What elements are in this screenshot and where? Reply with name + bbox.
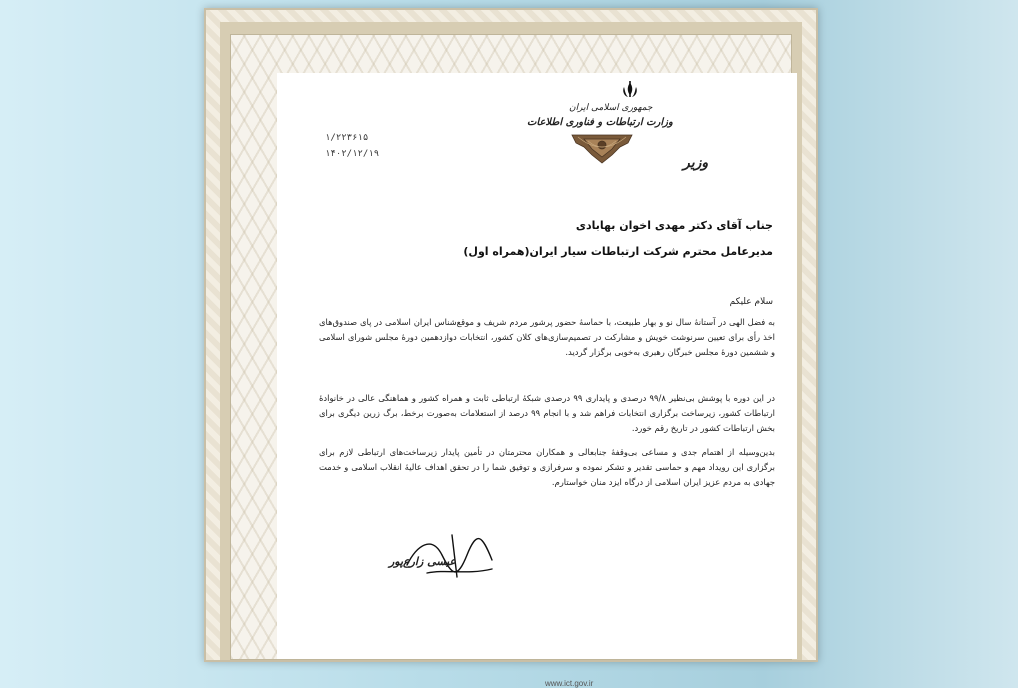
- signature-name: عیسی زارع‌پور: [389, 555, 456, 568]
- letter-date: ۱۴۰۲/۱۲/۱۹: [325, 149, 380, 159]
- ministry-line: وزارت ارتباطات و فناوری اطلاعات: [527, 117, 673, 128]
- letter-title: وزیر: [683, 155, 709, 171]
- certificate-frame: [204, 8, 818, 688]
- decorative-paper: [230, 34, 792, 688]
- country-line: جمهوری اسلامی ایران: [569, 103, 653, 113]
- letter-sheet: [277, 73, 797, 688]
- footer-website: www.ict.gov.ir: [545, 679, 594, 688]
- recipient-position: مدیرعامل محترم شرکت ارتباطات سیار ایران(همراه اول): [463, 245, 773, 258]
- greeting: سلام علیکم: [729, 297, 773, 307]
- paragraph-1: به فضل الهی در آستانهٔ سال نو و بهار طبیعت، با حماسهٔ حضور پرشور مردم شریف و موقع‌شناس ایران اسلامی در پای صندوق‌های اخذ رأی برای تعیین سرنوشت خویش و مشارکت در تصمیم‌سازی‌های کلان کشور، انتخابات دوازدهمین دورهٔ مجلس شورای اسلامی و ششمین دورهٔ مجلس خبرگان رهبری به‌خوبی برگزار گردید.: [319, 317, 775, 357]
- letter-number: ۱/۲۲۳۶۱۵: [325, 133, 369, 143]
- recipient-name: جناب آقای دکتر مهدی اخوان بهابادی: [575, 219, 773, 232]
- paragraph-3: بدین‌وسیله از اهتمام جدی و مساعی بی‌وقفهٔ جنابعالی و همکاران محترمتان در تأمین پایدار زیرساخت‌های ارتباطی لازم برای برگزاری این رویداد مهم و حماسی تقدیر و تشکر نموده و سرفرازی و توفیق شما را در تحقق اهداف عالیهٔ انقلاب اسلامی و خدمت جهادی به مردم عزیز ایران اسلامی از درگاه ایزد منان خواستارم.: [319, 447, 775, 487]
- paragraph-2: در این دوره با پوشش بی‌نظیر ۹۹/۸ درصدی و پایداری ۹۹ درصدی شبکهٔ ارتباطی ثابت و همراه کشور و هماهنگی عالی در خانوادهٔ ارتباطات کشور، زیرساخت برگزاری انتخابات فراهم شد و با انجام ۹۹ درصد از استعلامات به‌صورت برخط، برگ زرین دیگری برای بخش ارتباطات کشور در تاریخ رقم خورد.: [319, 393, 775, 433]
